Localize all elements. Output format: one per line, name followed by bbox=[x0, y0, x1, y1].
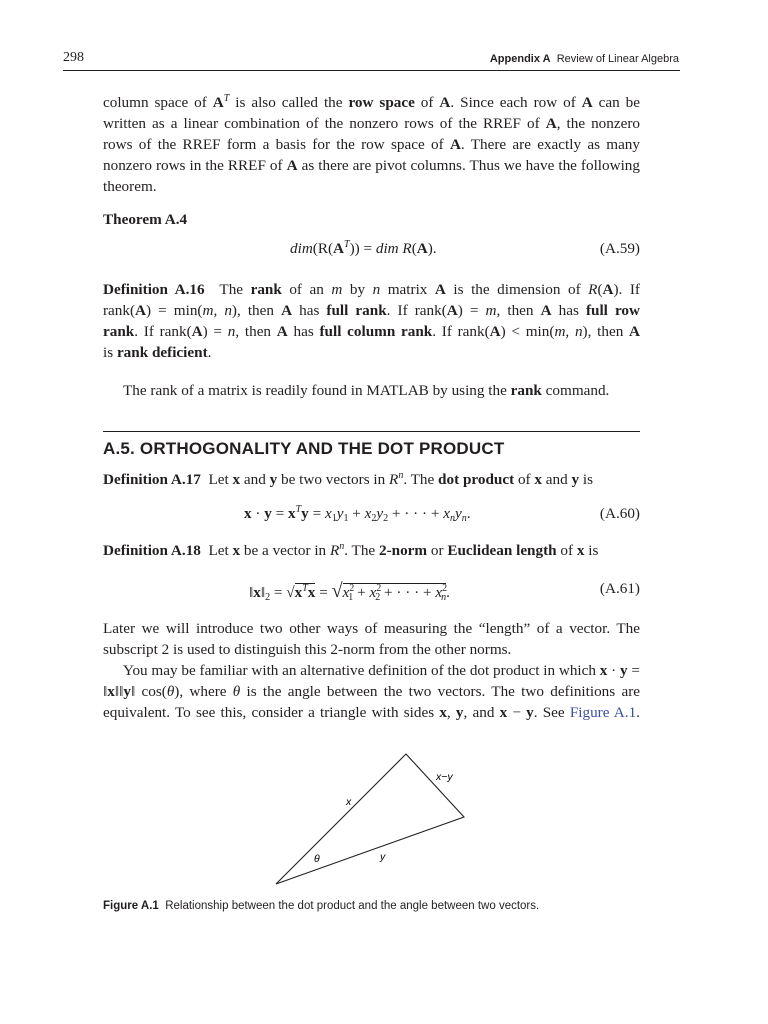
text-line: Definition A.16 The rank of an m by n matrix A is the dimension of R(A). If bbox=[103, 281, 640, 298]
definition-a18: Definition A.18 Let x be a vector in $R^n$. The 2-norm or Euclidean length of x is bbox=[103, 541, 599, 559]
figure-link[interactable]: Figure A.1 bbox=[569, 704, 637, 721]
text-line: column space of $A^T$ is also called the row space of A. Since each row of A can be bbox=[103, 93, 641, 111]
label-theta: θ bbox=[314, 853, 320, 865]
page-number: 298 bbox=[63, 50, 84, 65]
definition-a17: Definition A.17 Let x and y be two vectors in $R^n$. The dot product of x and y is bbox=[103, 470, 594, 488]
label-x-minus-y: x−y bbox=[436, 771, 453, 783]
theorem-label: Theorem A.4 bbox=[103, 211, 188, 228]
text-line: Later we will introduce two other ways of measuring the “length” of a vector. The bbox=[103, 620, 640, 637]
text-line: nonzero rows in the RREF of A as there are pivot columns. Thus we have the following bbox=[103, 157, 640, 174]
definition-a16 bbox=[103, 279, 640, 363]
norm-paragraphs bbox=[103, 618, 640, 723]
section-rule bbox=[103, 431, 640, 432]
equation-number: (A.59) bbox=[599, 240, 640, 257]
dot-product-equation: $x \cdot y = x^Ty = x_1y_1 + x_2y_2$ + · · · + $x_ny_n$. bbox=[244, 504, 471, 524]
figure-caption: Figure A.1 Relationship between the dot product and the angle between two vectors. bbox=[103, 900, 540, 912]
section-heading: A.5. ORTHOGONALITY AND THE DOT PRODUCT bbox=[103, 439, 505, 458]
running-header bbox=[490, 53, 679, 65]
header-rule bbox=[63, 70, 680, 71]
triangle-figure bbox=[270, 745, 480, 890]
text-line: is rank deficient. bbox=[103, 344, 212, 361]
text-line: equivalent. To see this, consider a triangle with sides x, y, and x − y. See Figure A.1. bbox=[103, 704, 640, 721]
text-line: rank(A) = min(m, n), then A has full rank. If rank(A) = m, then A has full row bbox=[103, 302, 640, 319]
appendix-title: Review of Linear Algebra bbox=[556, 53, 679, 65]
label-y: y bbox=[380, 851, 386, 863]
text-line: rank. If rank(A) = n, then A has full column rank. If rank(A) < min(m, n), then A bbox=[103, 323, 640, 340]
intro-paragraph bbox=[103, 92, 640, 197]
two-norm-equation: $‖x‖_2 = √x^Tx = √x^2_1 + x^2_2$ + · · · + $x^2_n$. bbox=[249, 580, 450, 603]
theorem-equation: $dim(R(A^T))$ = dim R(A). bbox=[290, 239, 437, 257]
equation-number: (A.61) bbox=[599, 580, 640, 597]
text-line: subscript 2 is used to distinguish this 2-norm from the other norms. bbox=[103, 641, 512, 658]
text-line: rows of the RREF form a basis for the row space of A. There are exactly as many bbox=[103, 136, 640, 153]
text-line: You may be familiar with an alternative definition of the dot product in which x · y = bbox=[123, 662, 640, 679]
text-line: ‖x‖‖y‖ cos(θ), where θ is the angle between the two vectors. The two definitions are bbox=[103, 683, 640, 700]
appendix-label: Appendix A bbox=[489, 53, 551, 65]
label-x: x bbox=[346, 796, 352, 808]
equation-number: (A.60) bbox=[599, 505, 640, 522]
text-line: written as a linear combination of the nonzero rows of the RREF of A, the nonzero bbox=[103, 115, 641, 132]
matlab-sentence: The rank of a matrix is readily found in MATLAB by using the rank command. bbox=[123, 382, 610, 399]
text-line: theorem. bbox=[103, 178, 157, 195]
